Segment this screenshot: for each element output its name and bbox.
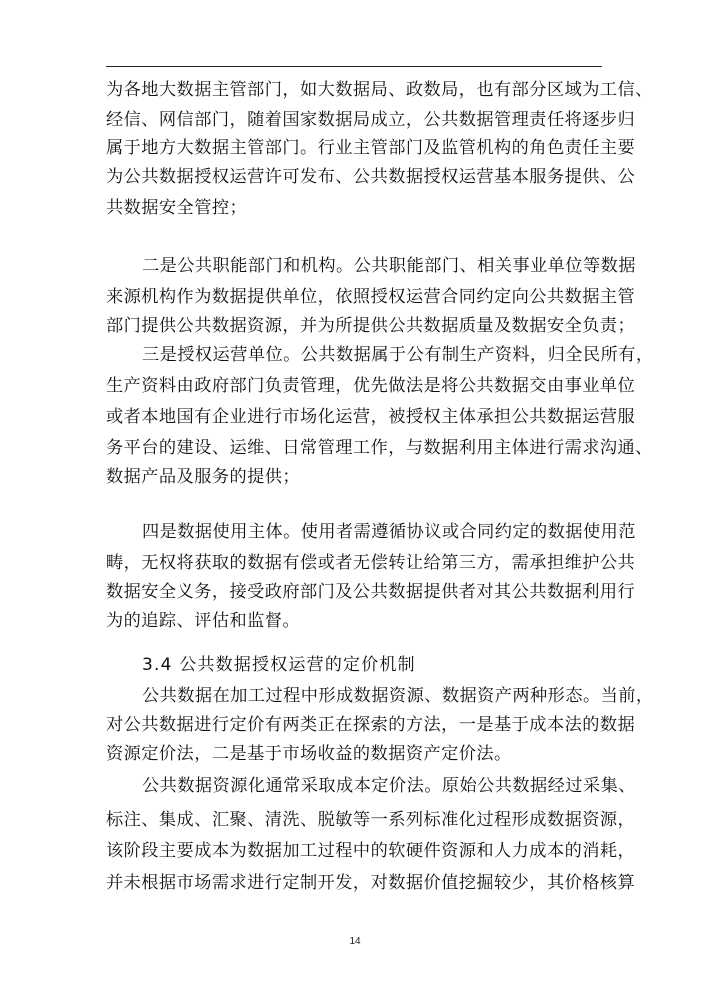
paragraph-3-line-1: 三是授权运营单位。公共数据属于公有制生产资料，归全民所有， [142, 345, 654, 365]
paragraph-4-line-3: 数据安全义务，接受政府部门及公共数据提供者对其公共数据利用行 [106, 582, 636, 602]
paragraph-2-line-3: 部门提供公共数据资源，并为所提供公共数据质量及数据安全负责； [106, 316, 636, 336]
paragraph-1-line-5: 共数据安全管控； [106, 198, 248, 218]
paragraph-2-line-1: 二是公共职能部门和机构。公共职能部门、相关事业单位等数据 [142, 256, 636, 276]
paragraph-2-line-2: 来源机构作为数据提供单位，依照授权运营合同约定向公共数据主管 [106, 287, 636, 307]
paragraph-4-line-1: 四是数据使用主体。使用者需遵循协议或合同约定的数据使用范 [142, 522, 636, 542]
header-rule [106, 66, 602, 67]
paragraph-4-line-4: 为的追踪、评估和监督。 [106, 611, 301, 631]
paragraph-3-line-4: 务平台的建设、运维、日常管理工作，与数据利用主体进行需求沟通、 [106, 438, 653, 458]
page-number: 14 [349, 936, 361, 947]
paragraph-6-line-1: 公共数据资源化通常采取成本定价法。原始公共数据经过采集、 [142, 776, 636, 796]
paragraph-4-line-2: 畴，无权将获取的数据有偿或者无偿转让给第三方，需承担维护公共 [106, 553, 636, 573]
paragraph-1-line-2: 经信、网信部门，随着国家数据局成立，公共数据管理责任将逐步归 [106, 110, 636, 130]
paragraph-5-line-3: 资源定价法，二是基于市场收益的数据资产定价法。 [106, 744, 512, 764]
paragraph-5-line-2: 对公共数据进行定价有两类正在探索的方法，一是基于成本法的数据 [106, 715, 636, 735]
paragraph-6-line-2: 标注、集成、汇聚、清洗、脱敏等一系列标准化过程形成数据资源， [106, 810, 636, 830]
paragraph-1-line-3: 属于地方大数据主管部门。行业主管部门及监管机构的角色责任主要 [106, 138, 636, 158]
paragraph-3-line-2: 生产资料由政府部门负责管理，优先做法是将公共数据交由事业单位 [106, 376, 636, 396]
paragraph-6-line-3: 该阶段主要成本为数据加工过程中的软硬件资源和人力成本的消耗， [106, 841, 636, 861]
paragraph-1-line-1: 为各地大数据主管部门，如大数据局、政数局，也有部分区域为工信、 [106, 80, 653, 100]
section-heading: 3.4 公共数据授权运营的定价机制 [142, 655, 416, 675]
paragraph-3-line-3: 或者本地国有企业进行市场化运营，被授权主体承担公共数据运营服 [106, 407, 636, 427]
paragraph-5-line-1: 公共数据在加工过程中形成数据资源、数据资产两种形态。当前， [142, 686, 654, 706]
paragraph-1-line-4: 为公共数据授权运营许可发布、公共数据授权运营基本服务提供、公 [106, 167, 636, 187]
paragraph-6-line-4: 并未根据市场需求进行定制开发，对数据价值挖掘较少，其价格核算 [106, 873, 636, 893]
paragraph-3-line-5: 数据产品及服务的提供； [106, 467, 301, 487]
